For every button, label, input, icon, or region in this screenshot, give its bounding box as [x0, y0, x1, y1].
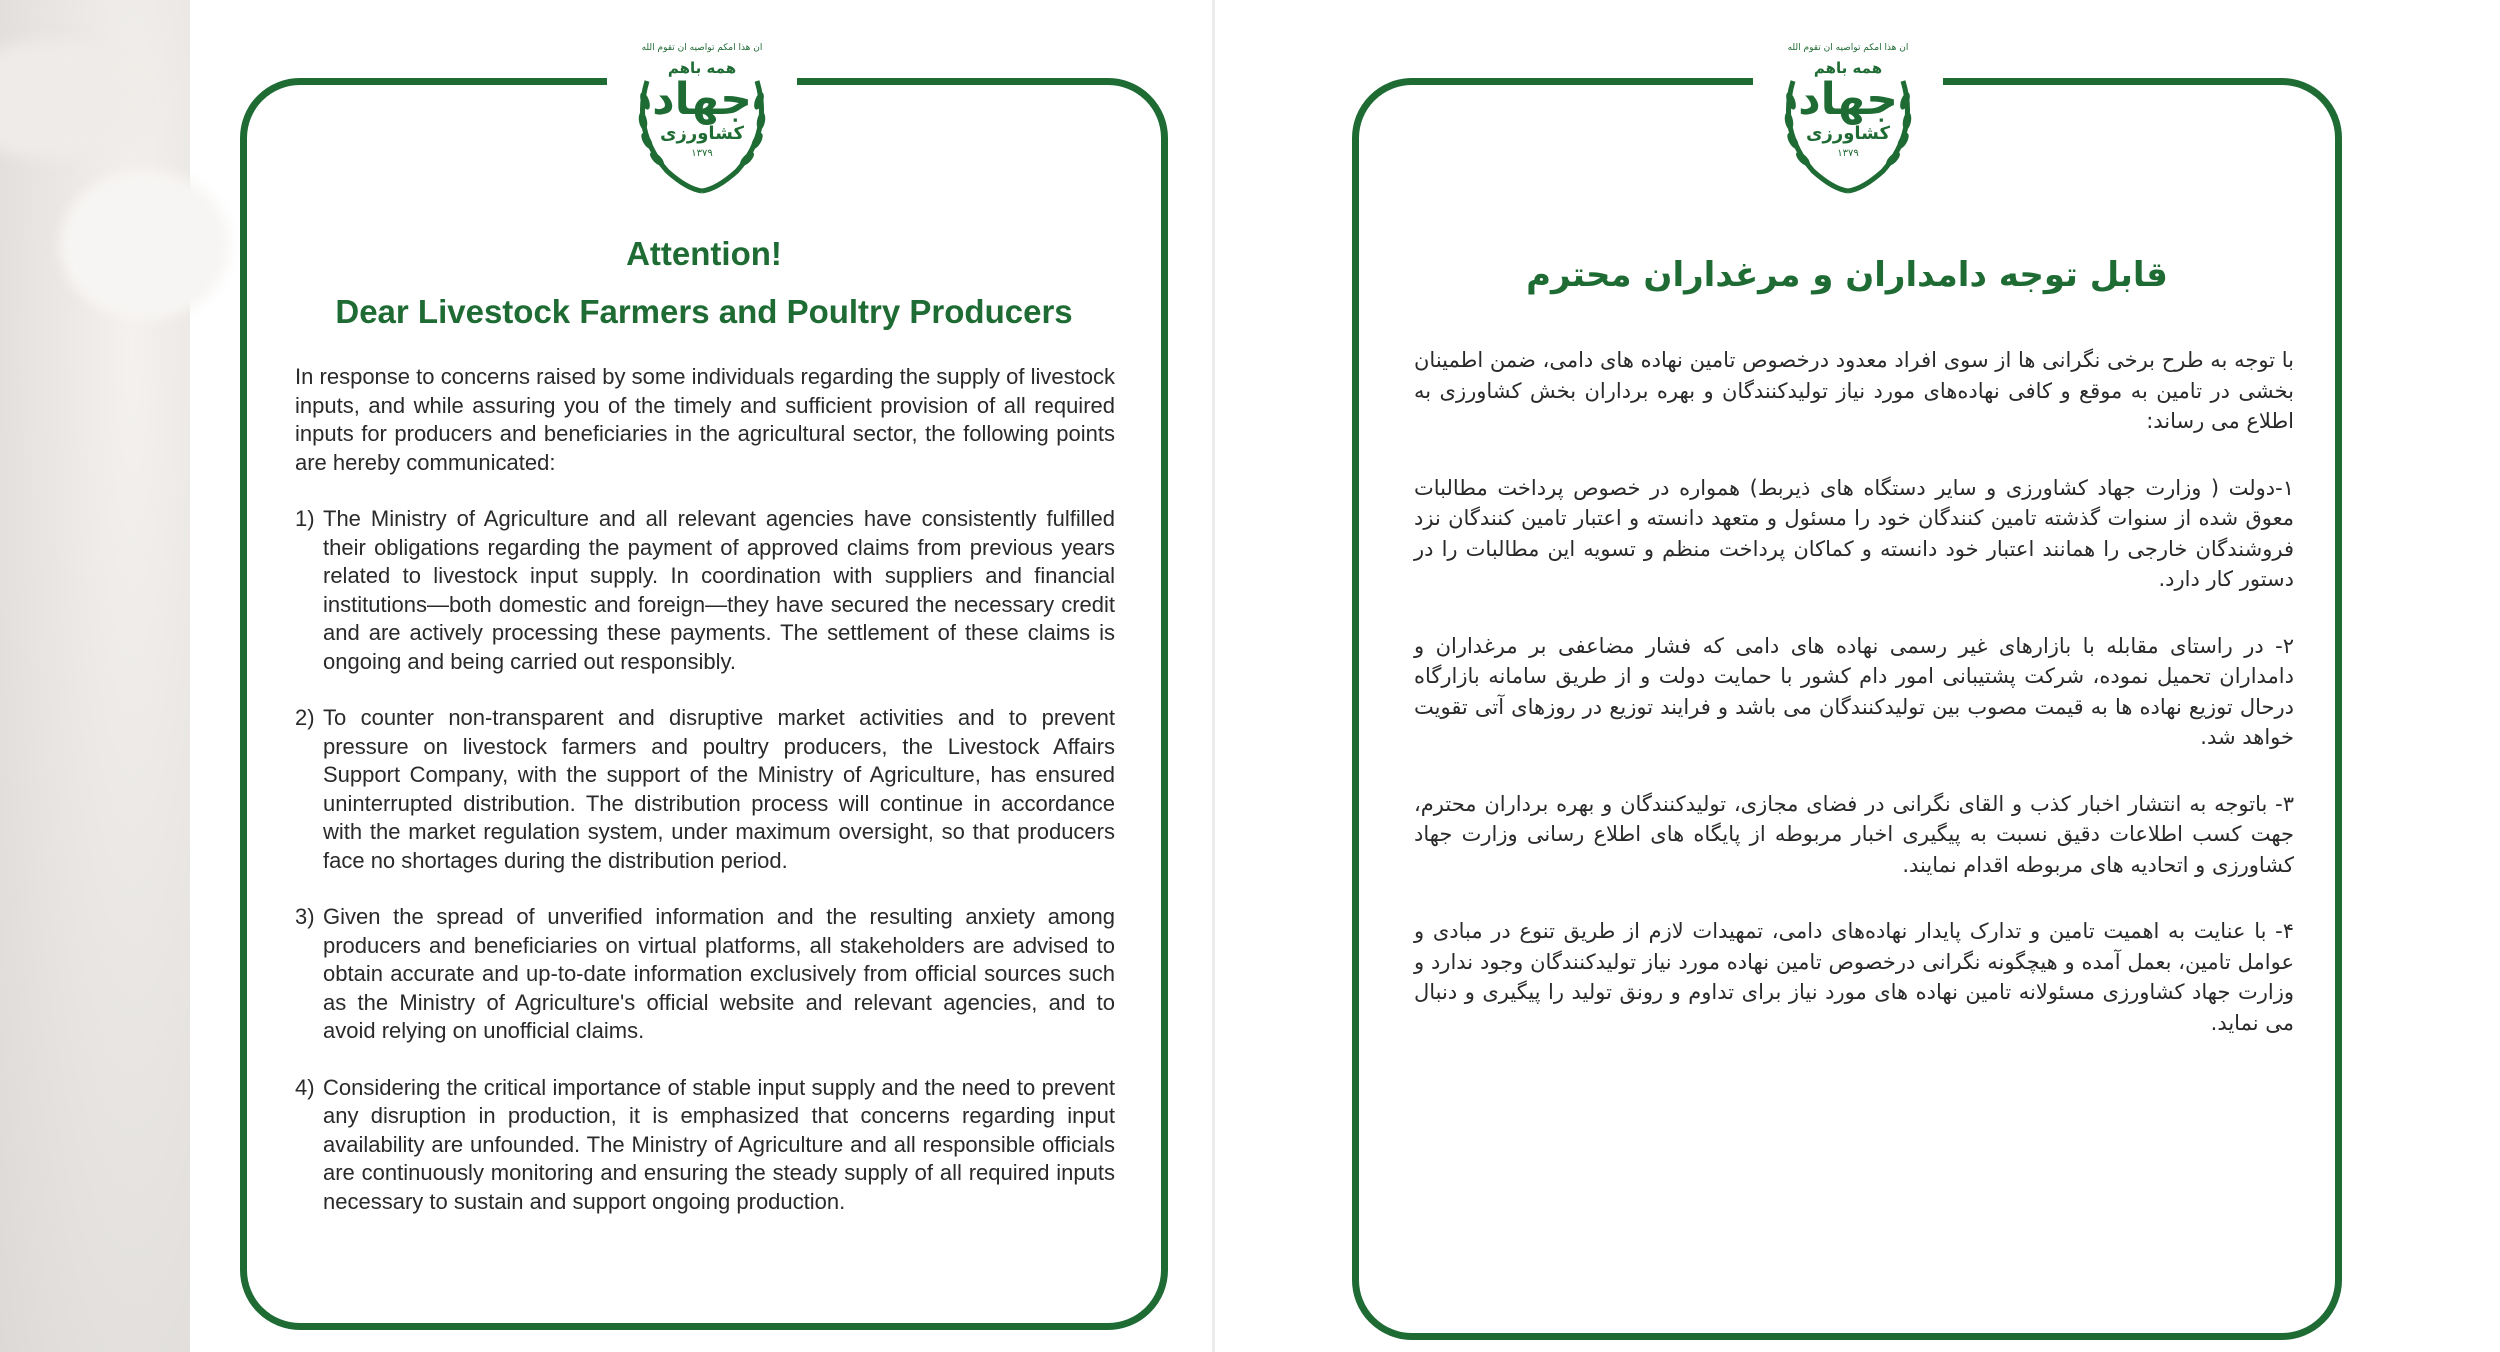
persian-paragraph: ۲- در راستای مقابله با بازارهای غیر رسمی نهاده های دامی که فشار مضاعفی بر مرغداران و دامداران تحمیل نموده، شرکت پشتیبانی امور دام کشور با حمایت دولت و از طریق سامانه بازارگاه درحال توزیع نهاده ها به قیمت مصوب بین تولیدکنندگان می باشد و فرایند توزیع در روزهای آتی تقویت خواهد شد. [1414, 633, 2294, 749]
persian-notice-body [1414, 345, 2294, 1074]
logo-main-text: جهاد [1798, 74, 1898, 125]
logo-year: ۱۳۷۹ [1837, 148, 1859, 159]
item-text: The Ministry of Agriculture and all relevant agencies have consistently fulfilled their obligations regarding the payment of approved claims from previous years related to livestock input supply. In coordination with suppliers and financial institutions—both domestic and foreign—they have secured the necessary credit and are actively processing these payments. The settlement of these claims is ongoing and being carried out responsibly. [323, 506, 1115, 674]
english-list-item [295, 1074, 1115, 1217]
logo-year: ۱۳۷۹ [691, 148, 713, 159]
english-list-item [295, 505, 1115, 676]
ministry-logo [1753, 21, 1943, 211]
persian-paragraph: ۴- با عنایت به اهمیت تامین و تدارک پایدار نهاده‌های دامی، تمهیدات لازم از طریق تنوع در مبادی و عوامل تامین، بعمل آمده و هیچگونه نگرانی درخصوص تامین نهاده مورد نیاز تولیدکنندگان وجود ندارد و وزارت جهاد کشاورزی مسئولانه تامین نهاده های مورد نیاز برای تداوم و رونق تولید را پیگیری و دنبال می نماید. [1414, 919, 2294, 1035]
persian-paragraph: ۳- باتوجه به انتشار اخبار کذب و القای نگرانی در فضای مجازی، تولیدکنندگان و بهره برداران محترم، جهت کسب اطلاعات دقیق نسبت به پیگیری اخبار مربوطه از پایگاه های اطلاع رسانی وزارت جهاد کشاورزی و اتحادیه های مربوطه اقدام نمایند. [1414, 791, 2294, 877]
ministry-logo [607, 21, 797, 211]
persian-paragraph: با توجه به طرح برخی نگرانی ها از سوی افراد معدود درخصوص تامین نهاده های دامی، ضمن اطمینان بخشی در تامین به موقع و کافی نهاده‌های مورد نیاز تولیدکنندگان و بهره برداران بخش کشاورزی به اطلاع می رساند: [1414, 348, 2294, 433]
persian-notice-title: قابل توجه دامداران و مرغداران محترم [1526, 255, 2168, 295]
logo-verse: ان هذا امکم تواصیه ان تقوم الله [1787, 43, 1909, 53]
item-text: Given the spread of unverified information and the resulting anxiety among producers and beneficiaries on virtual platforms, all stakeholders are advised to obtain accurate and up-to-date information exclusively from official sources such as the Ministry of Agriculture's official website and relevant agencies, and to avoid relying on unofficial claims. [323, 904, 1115, 1043]
english-notice-title: Dear Livestock Farmers and Poultry Producers [335, 293, 1073, 330]
persian-notice-panel [1352, 43, 2342, 1340]
logo-slogan: همه باهم [1813, 59, 1883, 77]
item-number: 1) [295, 506, 315, 531]
persian-paragraph: ۱-دولت ( وزارت جهاد کشاورزی و سایر دستگاه های ذیربط) همواره در خصوص پرداخت مطالبات معوق شده از سنوات گذشته تامین کنندگان خود را مسئول و متعهد دانسته و اعتبار تامین کنندگان نزد فروشندگان خارجی را همانند اعتبار خود دانسته و کماکان پرداخت منظم و تسویه این مطالبات را در دستور کار دارد. [1414, 475, 2294, 591]
english-list-item [295, 903, 1115, 1046]
english-notice-body [295, 363, 1115, 1244]
logo-main-text: جهاد [652, 74, 752, 125]
item-text: Considering the critical importance of stable input supply and the need to prevent any disruption in production, it is emphasized that concerns regarding input availability are unfounded. The Ministry of Agriculture and all responsible officials are continuously monitoring and ensuring the steady supply of all required inputs necessary to sustain and support ongoing production. [323, 1074, 1115, 1214]
english-list-item [295, 704, 1115, 875]
english-intro-paragraph: In response to concerns raised by some individuals regarding the supply of livestock inputs, and while assuring you of the timely and sufficient provision of all required inputs for producers and beneficiaries in the agricultural sector, the following points are hereby communicated: [295, 364, 1115, 475]
english-notice-panel [240, 43, 1168, 1330]
item-number: 4) [295, 1074, 315, 1100]
logo-verse: ان هذا امکم تواصیه ان تقوم الله [641, 43, 763, 53]
logo-sub-text: کشاورزی [660, 123, 744, 144]
page-divider [1212, 0, 1215, 1352]
english-attention-heading: Attention! [626, 235, 782, 272]
item-number: 3) [295, 904, 315, 929]
logo-sub-text: کشاورزی [1806, 123, 1890, 144]
item-text: To counter non-transparent and disruptive market activities and to prevent pressure on livestock farmers and poultry producers, the Livestock Affairs Support Company, with the support of the Ministry of Agriculture, has ensured uninterrupted distribution. The distribution process will continue in accordance with the market regulation system, under maximum oversight, so that producers face no shortages during the distribution period. [323, 705, 1115, 873]
background-photo-strip [0, 0, 190, 1352]
item-number: 2) [295, 705, 315, 730]
logo-slogan: همه باهم [667, 59, 737, 77]
